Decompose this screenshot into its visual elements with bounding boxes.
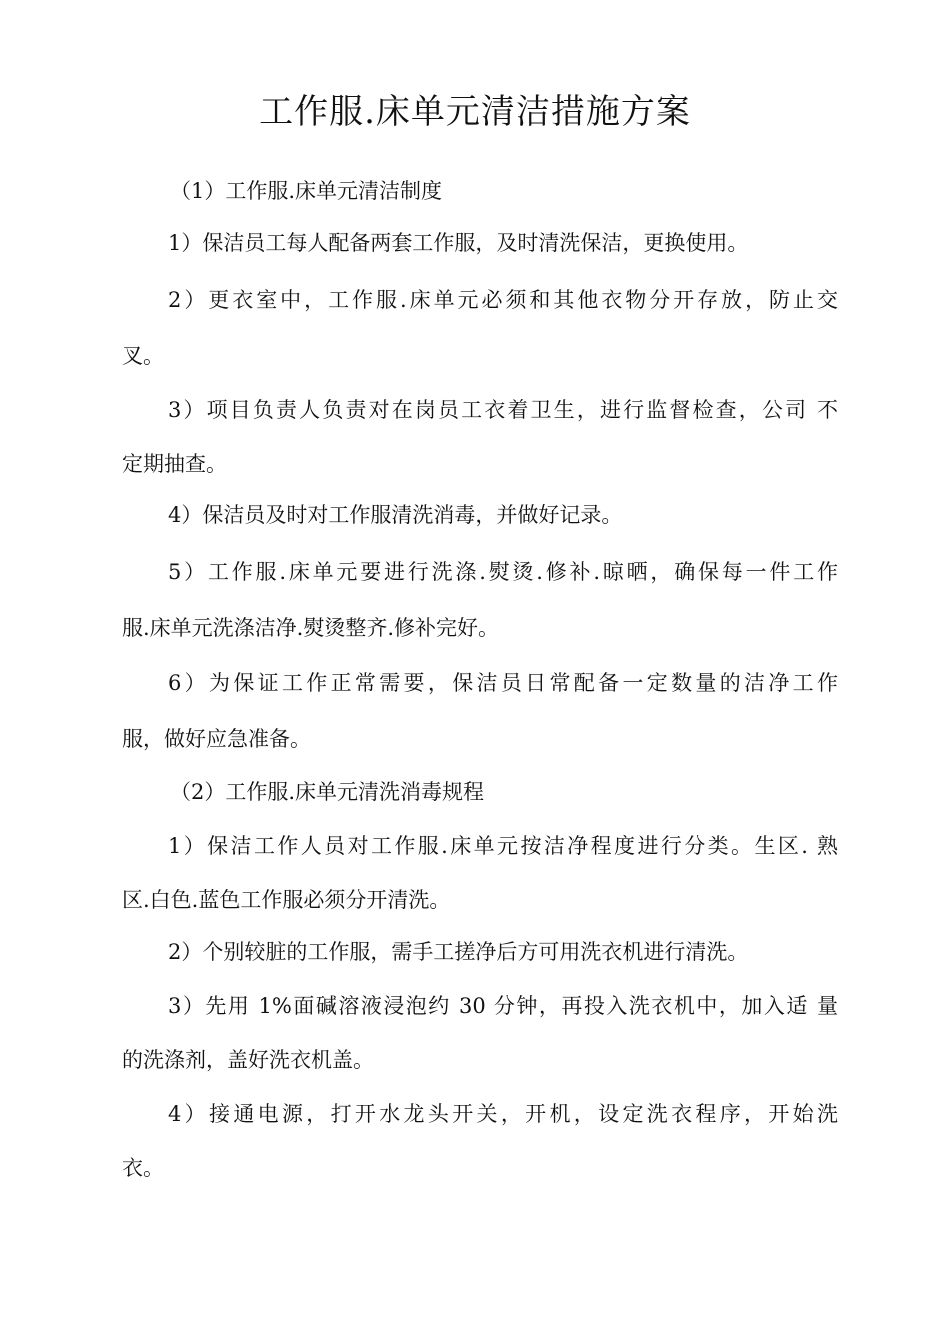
paragraph-line: 2）个别较脏的工作服，需手工搓净后方可用洗衣机进行清洗。	[168, 940, 749, 964]
paragraph-line: 3）先用 1%面碱溶液浸泡约 30 分钟，再投入洗衣机中，加入适 量	[168, 994, 838, 1018]
paragraph-line: 服.床单元洗涤洁净.熨烫整齐.修补完好。	[122, 616, 500, 640]
paragraph-line: 1）保洁工作人员对工作服.床单元按洁净程度进行分类。生区. 熟	[168, 834, 838, 858]
section-heading-1: （1）工作服.床单元清洁制度	[170, 179, 443, 203]
paragraph-line: 4）保洁员及时对工作服清洗消毒，并做好记录。	[168, 503, 623, 527]
paragraph-line: 6）为保证工作正常需要，保洁员日常配备一定数量的洁净工作	[168, 671, 838, 695]
paragraph-line: 1）保洁员工每人配备两套工作服，及时清洗保洁，更换使用。	[168, 231, 749, 255]
paragraph-line: 衣。	[122, 1156, 164, 1180]
paragraph-line: 的洗涤剂，盖好洗衣机盖。	[122, 1048, 374, 1072]
section-heading-2: （2）工作服.床单元清洗消毒规程	[170, 780, 485, 804]
document-title: 工作服.床单元清洁措施方案	[259, 92, 691, 132]
paragraph-line: 5）工作服.床单元要进行洗涤.熨烫.修补.晾晒，确保每一件工作	[168, 560, 838, 584]
paragraph-line: 2）更衣室中，工作服.床单元必须和其他衣物分开存放，防止交	[168, 288, 838, 312]
paragraph-line: 服，做好应急准备。	[122, 727, 311, 751]
paragraph-line: 定期抽查。	[122, 452, 227, 476]
paragraph-line: 3）项目负责人负责对在岗员工衣着卫生，进行监督检查，公司 不	[168, 398, 838, 422]
paragraph-line: 叉。	[122, 344, 164, 368]
paragraph-line: 4）接通电源，打开水龙头开关，开机，设定洗衣程序，开始洗	[168, 1102, 838, 1126]
paragraph-line: 区.白色.蓝色工作服必须分开清洗。	[122, 888, 451, 912]
